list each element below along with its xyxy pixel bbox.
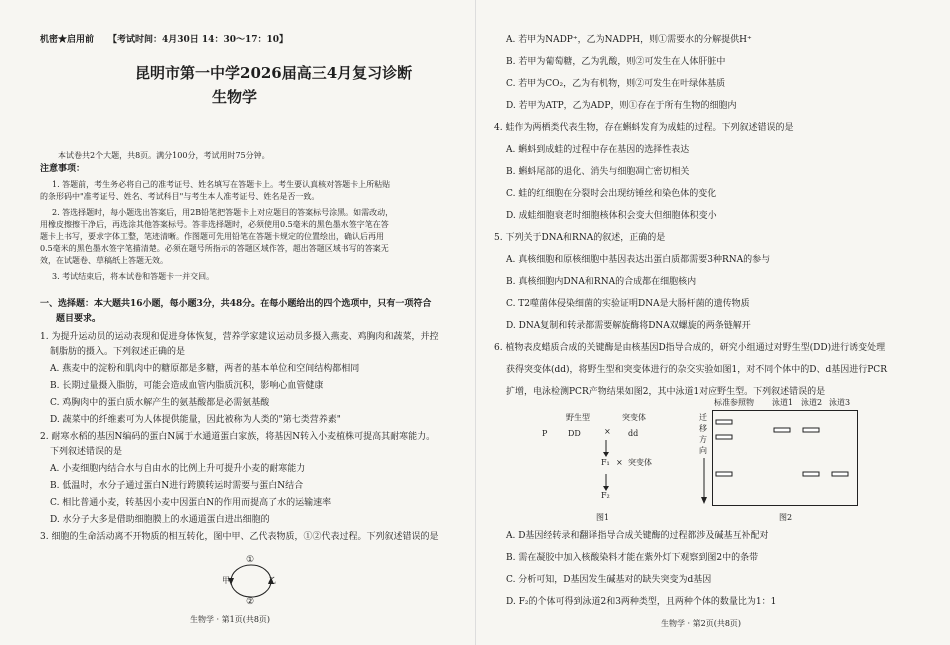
fig1-wild-label: 野生型 [566, 413, 590, 422]
q1-option-c: C. 鸡胸肉中的蛋白质水解产生的氨基酸都是必需氨基酸 [50, 398, 270, 408]
q6-stem-cont-2: 扩增，电泳检测PCR产物结果如图2，其中泳道1对应野生型。下列叙述错误的是 [506, 387, 826, 397]
q3-option-c: C. 若甲为CO₂，乙为有机物，则②可发生在叶绿体基质 [506, 79, 726, 89]
fig2-lane2-label: 泳道2 [801, 398, 823, 407]
fig1-cross-sign: × [604, 427, 611, 436]
fig1-dd-wild: DD [568, 429, 581, 438]
q4-option-b: B. 蝌蚪尾部的退化、消失与细胞凋亡密切相关 [506, 167, 690, 177]
q3-substance-jia: 甲 [222, 576, 230, 585]
exam-time: 【考试时间：4月30日 14：30～17：10】 [108, 35, 289, 45]
fig2-lane3-label: 泳道3 [829, 398, 851, 407]
fig1-cross-sign-2: × [616, 458, 623, 467]
lane2-band-upper [803, 428, 819, 432]
q1-option-a: A. 燕麦中的淀粉和肌肉中的糖原都是多糖，两者的基本单位和空间结构都相同 [50, 364, 360, 374]
q6-stem-cont-1: 获得突变体(dd)，将野生型和突变体进行的杂交实验如图1，对不同个体中的D、d基因进行PCR [506, 365, 887, 375]
q2-stem-cont: 下列叙述错误的是 [50, 447, 123, 457]
page-right [475, 0, 950, 645]
fig1-mutant-label-2: 突变体 [628, 458, 652, 467]
q1-stem: 1. 为提升运动员的运动表现和促进身体恢复，营养学家建议运动员多摄入燕麦、鸡胸肉和蔬菜，并控 [40, 332, 439, 342]
q3-option-d: D. 若甲为ATP，乙为ADP，则①存在于所有生物的细胞内 [506, 101, 737, 111]
q4-stem: 4. 蛙作为两栖类代表生物，存在蝌蚪发育为成蛙的过程。下列叙述错误的是 [494, 123, 794, 133]
q6-option-c: C. 分析可知，D基因发生碱基对的缺失突变为d基因 [506, 575, 712, 585]
fig1-caption: 图1 [596, 513, 610, 522]
footer-right: 生物学 · 第2页(共8页) [661, 619, 742, 628]
q6-option-d: D. F₂的个体可得到泳道2和3两种类型，且两种个体的数量比为1：1 [506, 597, 777, 607]
subject-title: 生物学 [212, 88, 258, 106]
note-2a: 2. 答选择题时，每小题选出答案后，用2B铅笔把答题卡上对应题目的答案标号涂黑。如需改动， [52, 208, 394, 217]
q5-stem: 5. 下列关于DNA和RNA的叙述，正确的是 [494, 233, 666, 243]
marker-band-2 [716, 435, 732, 439]
intro-text: 本试卷共2个大题，共8页。满分100分，考试用时75分钟。 [58, 151, 270, 160]
q1-option-b: B. 长期过量摄入脂肪，可能会造成血管内脂质沉积，影响心血管健康 [50, 381, 324, 391]
q2-option-c: C. 相比普通小麦，转基因小麦中因蛋白N的作用而提高了水的运输速率 [50, 498, 332, 508]
note-1b: 的条形码中"准考证号、姓名、考试科目"与考生本人准考证号、姓名是否一致。 [40, 192, 320, 201]
fig2-marker-label: 标准参照物 [714, 398, 754, 407]
q3-cycle-loop [231, 565, 271, 597]
note-2c: 题卡上书写，要求字体工整，笔迹清晰。作图题可先用铅笔在答题卡规定的位置绘出，确认后再用 [40, 232, 384, 241]
q3-process-2: ② [246, 597, 255, 607]
fig1-mutant-label: 突变体 [622, 413, 646, 422]
q3-option-b: B. 若甲为葡萄糖，乙为乳酸，则②可发生在人体肝脏中 [506, 57, 726, 67]
fig2-gel [712, 410, 858, 506]
lane1-band [774, 428, 790, 432]
fig2-caption: 图2 [779, 513, 793, 522]
fig2-migration-label: 迁移方向 [699, 413, 707, 455]
fig1-f1-label: F₁ [601, 458, 610, 467]
q3-option-a: A. 若甲为NADP⁺，乙为NADPH，则①需要水的分解提供H⁺ [506, 35, 752, 45]
note-2b: 用橡皮擦擦干净后，再选涂其他答案标号。答非选择题时，必须使用0.5毫米的黑色墨水签字笔在答 [40, 220, 389, 229]
q4-option-a: A. 蝌蚪到成蛙的过程中存在基因的选择性表达 [506, 145, 690, 155]
q5-option-a: A. 真核细胞和原核细胞中基因表达出蛋白质都需要3种RNA的参与 [506, 255, 771, 265]
notes-heading: 注意事项： [40, 164, 86, 174]
exam-title: 昆明市第一中学2026届高三4月复习诊断 [135, 64, 413, 82]
note-1a: 1. 答题前，考生务必将自己的准考证号、姓名填写在答题卡上。考生要认真核对答题卡上所粘贴 [52, 180, 391, 189]
q2-option-b: B. 低温时，水分子通过蛋白N进行跨膜转运时需要与蛋白N结合 [50, 481, 304, 491]
q6-stem: 6. 植物表皮蜡质合成的关键酶是由核基因D指导合成的，研究小组通过对野生型(DD)进行诱变处理 [494, 343, 886, 353]
marker-band-1 [716, 420, 732, 424]
note-2d: 0.5毫米的黑色墨水签字笔描清楚。必须在题号所指示的答题区域作答，超出答题区域书写的答案无 [40, 244, 389, 253]
q3-substance-yi: 乙 [268, 576, 276, 585]
gel-frame [713, 411, 858, 506]
q6-option-a: A. D基因经转录和翻译指导合成关键酶的过程都涉及碱基互补配对 [506, 531, 769, 541]
lane3-band [832, 472, 848, 476]
fig1-f2-label: F₂ [601, 491, 610, 500]
fig2-lane1-label: 泳道1 [772, 398, 794, 407]
marker-band-3 [716, 472, 732, 476]
note-2e: 效，在试题卷、草稿纸上答题无效。 [40, 256, 168, 265]
lane2-band-lower [803, 472, 819, 476]
q4-option-d: D. 成蛙细胞衰老时细胞核体积会变大但细胞体积变小 [506, 211, 717, 221]
q2-option-d: D. 水分子大多是借助细胞膜上的水通道蛋白进出细胞的 [50, 515, 270, 525]
q5-option-b: B. 真核细胞内DNA和RNA的合成都在细胞核内 [506, 277, 697, 287]
q1-stem-cont: 制脂肪的摄入。下列叙述正确的是 [50, 347, 186, 357]
note-3: 3. 考试结束后，将本试卷和答题卡一并交回。 [52, 272, 215, 281]
q6-option-b: B. 需在凝胶中加入核酸染料才能在紫外灯下观察到图2中的条带 [506, 553, 759, 563]
q5-option-c: C. T2噬菌体侵染细菌的实验证明DNA是大肠杆菌的遗传物质 [506, 299, 750, 309]
fig2-migration-arrow [699, 458, 709, 506]
section-1-heading: 一、选择题：本大题共16小题，每小题3分，共48分。在每小题给出的四个选项中，只有一项符合 [40, 299, 432, 309]
fig1-dd-mutant: dd [628, 429, 639, 438]
q3-stem: 3. 细胞的生命活动离不开物质的相互转化，图中甲、乙代表物质，①②代表过程。下列叙述错误的是 [40, 532, 439, 542]
q2-stem: 2. 耐寒水稻的基因N编码的蛋白N属于水通道蛋白家族，将基因N转入小麦植株可提高其耐寒能力。 [40, 432, 436, 442]
section-1-heading-cont: 题目要求。 [56, 314, 102, 324]
q1-option-d: D. 蔬菜中的纤维素可为人体提供能量，因此被称为人类的"第七类营养素" [50, 415, 341, 425]
q5-option-d: D. DNA复制和转录都需要解旋酶将DNA双螺旋的两条链解开 [506, 321, 751, 331]
fig1-p-label: P [542, 429, 548, 438]
q3-process-1: ① [246, 555, 255, 565]
secret-label: 机密★启用前 [40, 35, 95, 45]
q4-option-c: C. 蛙的红细胞在分裂时会出现纺锤丝和染色体的变化 [506, 189, 717, 199]
q2-option-a: A. 小麦细胞内结合水与自由水的比例上升可提升小麦的耐寒能力 [50, 464, 306, 474]
footer-left: 生物学 · 第1页(共8页) [190, 615, 271, 624]
